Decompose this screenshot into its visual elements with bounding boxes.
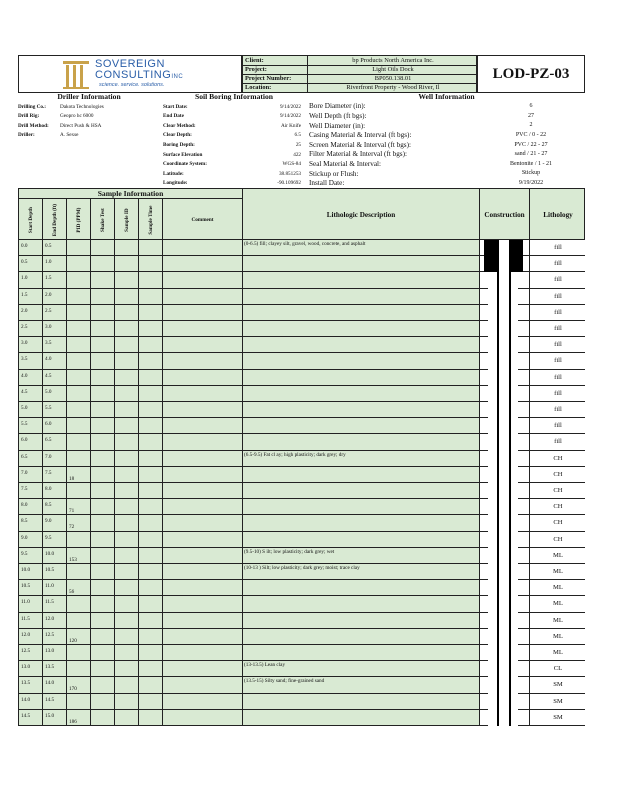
pid-cell: 153 (69, 556, 77, 563)
lithology-cell: ML (553, 649, 563, 656)
lithology-cell: fill (554, 389, 562, 397)
start-depth-header: Start Depth (27, 207, 34, 234)
lithology-cell: fill (554, 406, 562, 413)
lithology-cell: fill (554, 373, 562, 381)
well-info-title: Well Information (418, 92, 475, 101)
driller-label: Drill Method: (18, 122, 49, 129)
lithology-cell: fill (554, 341, 562, 349)
logo-inc: INC (171, 74, 184, 80)
end-depth-cell: 7.0 (45, 453, 52, 460)
well-label: Filter Material & Interval (ft bgs): (309, 150, 407, 159)
start-depth-cell: 7.5 (21, 486, 28, 492)
end-depth-cell: 8.5 (45, 502, 52, 509)
end-depth-cell: 2.5 (45, 307, 52, 314)
lithology-cell: ML (553, 551, 563, 559)
start-depth-cell: 1.0 (21, 275, 28, 282)
lithology-cell: ML (553, 600, 563, 608)
start-depth-cell: 3.0 (21, 340, 28, 347)
well-label: Screen Material & Interval (ft bgs): (309, 140, 411, 149)
boring-value: 422 (293, 151, 301, 158)
end-depth-cell: 10.5 (45, 567, 55, 573)
end-depth-cell: 11.5 (45, 599, 54, 606)
start-depth-cell: 2.5 (21, 324, 28, 330)
boring-info (163, 102, 303, 188)
pid-header: PID (PPM) (75, 207, 82, 233)
start-depth-cell: 8.0 (21, 502, 28, 509)
lithology-cell: ML (553, 584, 563, 592)
well-value: 2 (529, 122, 533, 129)
lithology-cell: SM (553, 697, 563, 705)
boring-value: Air Knife (280, 122, 301, 129)
start-depth-cell: 3.5 (21, 356, 28, 363)
lithology-cell: CH (553, 487, 563, 494)
well-value: 27 (528, 112, 534, 119)
well-value: PVC / 22 - 27 (514, 141, 548, 148)
construction-header: Construction (484, 211, 525, 219)
well-value: Bentonite / 1 - 21 (510, 160, 552, 167)
boring-label: Clear Method: (163, 122, 196, 129)
start-depth-cell: 11.0 (21, 599, 30, 606)
end-depth-cell: 0.5 (45, 243, 52, 249)
boring-label: Start Date: (163, 103, 188, 110)
start-depth-cell: 9.5 (21, 550, 28, 557)
start-depth-cell: 10.5 (21, 583, 31, 590)
lithology-cell: CH (553, 454, 563, 462)
end-depth-cell: 14.5 (45, 696, 55, 703)
comment-header: Comment (191, 217, 214, 223)
end-depth-cell: 12.5 (45, 631, 55, 638)
driller-label: Driller: (18, 132, 35, 139)
pid-cell: 120 (69, 637, 77, 644)
driller-info-title: Driller Information (57, 92, 121, 101)
end-depth-cell: 11.0 (45, 583, 54, 590)
lithology-cell: SM (553, 713, 563, 721)
boring-label: End Date (163, 113, 184, 120)
grout-seal-right (509, 240, 523, 272)
lithology-cell: ML (553, 616, 563, 624)
lithology-header: Lithology (543, 211, 573, 219)
lithology-cell: fill (554, 276, 562, 284)
well-value: Stickup (521, 170, 541, 177)
pid-cell: 72 (69, 524, 75, 531)
lithology-cell: fill (554, 244, 562, 251)
logo-name-line1: SOVEREIGN (95, 58, 165, 70)
end-depth-cell: 1.5 (45, 275, 52, 282)
end-depth-cell: 2.0 (45, 291, 52, 298)
project-info-grid (242, 55, 477, 93)
boring-label: Boring Depth: (163, 142, 195, 149)
lithology-cell: CH (553, 535, 563, 543)
lithology-cell: fill (554, 292, 562, 300)
client-label: Client: (245, 57, 264, 64)
pid-cell: 186 (69, 718, 77, 725)
column-logo-icon (61, 59, 91, 91)
start-depth-cell: 1.5 (21, 291, 28, 298)
well-label: Bore Diameter (in): (309, 102, 366, 111)
description-cell: (10-13 ) Silt; low plasticity; dark grey; moist; trace clay (244, 565, 360, 571)
end-depth-cell: 13.0 (45, 648, 55, 654)
end-depth-cell: 12.0 (45, 615, 55, 622)
end-depth-cell: 6.0 (45, 421, 52, 428)
casing-right (509, 240, 511, 726)
description-cell: (13-13.5) Lean clay (244, 662, 286, 669)
boring-value: 9/14/2022 (279, 113, 301, 120)
driller-value: Direct Push & HSA (60, 122, 102, 129)
lithology-cell: fill (554, 325, 562, 332)
sample-id-header: Sample ID (123, 208, 130, 232)
boring-label: Latitude: (163, 170, 184, 177)
start-depth-cell: 0.5 (21, 259, 28, 266)
sample-time-header: Sample Time (147, 205, 154, 235)
location-label: Location: (245, 84, 272, 91)
boring-value: 25 (295, 142, 301, 149)
end-depth-cell: 3.5 (45, 340, 52, 347)
start-depth-cell: 2.0 (21, 307, 28, 314)
end-depth-cell: 15.0 (45, 712, 55, 719)
start-depth-cell: 5.5 (21, 421, 28, 428)
well-label: Casing Material & Interval (ft bgs): (309, 131, 412, 140)
start-depth-cell: 11.5 (21, 615, 30, 622)
lithology-cell: CL (553, 665, 563, 673)
pid-cell: 56 (69, 589, 75, 596)
end-depth-cell: 1.0 (45, 259, 52, 266)
well-value: 9/19/2022 (518, 179, 544, 186)
lithology-cell: fill (554, 438, 562, 446)
well-value: 6 (529, 103, 533, 110)
boring-value: 38.851253 (278, 170, 301, 177)
shake-test-header: Shake Test (99, 208, 106, 233)
casing-left (497, 240, 499, 726)
project-number-label: Project Number: (245, 75, 292, 82)
driller-value: A. Sexse (60, 132, 79, 139)
driller-value: Dakota Technologies (60, 103, 104, 110)
sample-info-title: Sample Information (97, 189, 164, 198)
company-logo (18, 55, 242, 93)
lithology-cell: ML (553, 568, 563, 575)
end-depth-cell: 4.0 (45, 356, 52, 363)
lithology-cell: fill (554, 260, 562, 268)
driller-label: Drill Rig: (18, 113, 40, 120)
driller-value: Geopro hc 6000 (60, 113, 94, 120)
description-cell: (13.5-15) Silty sand; fine-grained sand (244, 678, 325, 685)
location-value: Riverfront Property - Wood River, Il (346, 84, 440, 91)
boring-info-title: Soil Boring Information (194, 92, 274, 101)
start-depth-cell: 5.0 (21, 405, 28, 411)
boring-value: WGS-84 (282, 161, 301, 168)
grout-seal-left (484, 240, 498, 272)
logo-tagline: science. service. solutions. (99, 82, 165, 88)
lithology-cell: CH (553, 519, 563, 527)
pid-cell: 170 (69, 686, 77, 693)
lithologic-header: Lithologic Description (326, 211, 396, 219)
well-value: PVC / 0 - 22 (515, 131, 547, 138)
boring-label: Longitude: (163, 180, 188, 187)
client-value: bp Products North America Inc. (352, 57, 434, 64)
log-header (18, 188, 585, 240)
project-label: Project: (245, 66, 267, 73)
lithology-cell: ML (553, 632, 563, 640)
end-depth-header: End Depth (ft) (51, 203, 58, 237)
lithology-cell: fill (554, 357, 562, 365)
start-depth-cell: 13.5 (21, 680, 31, 687)
description-cell: (6.5-9.5) Fat cl ay; high plasticity; dark grey; dry (244, 451, 346, 458)
start-depth-cell: 14.5 (21, 712, 31, 719)
well-id: LOD-PZ-03 (492, 65, 570, 82)
end-depth-cell: 5.5 (45, 405, 52, 411)
end-depth-cell: 14.0 (45, 680, 55, 687)
well-label: Stickup or Flush: (309, 169, 359, 178)
start-depth-cell: 0.0 (21, 243, 28, 249)
start-depth-cell: 12.5 (21, 648, 31, 654)
well-id-box (477, 55, 585, 93)
end-depth-cell: 9.5 (45, 534, 52, 541)
boring-label: Surface Elevation (163, 151, 203, 158)
end-depth-cell: 4.5 (45, 372, 52, 379)
end-depth-cell: 10.0 (45, 550, 55, 557)
start-depth-cell: 4.5 (21, 388, 28, 395)
lithology-cell: fill (554, 422, 562, 430)
driller-label: Drilling Co.: (18, 103, 46, 110)
driller-info (18, 102, 160, 140)
well-label: Well Diameter (in): (309, 121, 366, 130)
lithology-cell: SM (553, 681, 563, 689)
description-cell: (9.5-10) S ilt; low plasticity; dark grey; wet (244, 548, 335, 555)
boring-label: Clear Depth: (163, 132, 192, 139)
end-depth-cell: 5.0 (45, 388, 52, 395)
boring-value: -90.109692 (277, 180, 301, 187)
well-value: sand / 21 - 27 (514, 151, 548, 158)
well-info (309, 102, 585, 188)
well-label: Well Depth (ft bgs): (309, 112, 367, 121)
end-depth-cell: 13.5 (45, 664, 55, 671)
end-depth-cell: 3.0 (45, 324, 52, 330)
start-depth-cell: 9.0 (21, 534, 28, 541)
project-value: Light Oils Dock (372, 66, 414, 73)
start-depth-cell: 7.0 (21, 469, 28, 476)
well-bore (488, 240, 518, 726)
start-depth-cell: 14.0 (21, 696, 31, 703)
start-depth-cell: 8.5 (21, 518, 28, 525)
well-label: Install Date: (309, 179, 345, 188)
pid-cell: 71 (69, 508, 75, 515)
well-label: Seal Material & Interval: (309, 160, 382, 169)
project-number-value: BP050.138.01 (374, 75, 412, 82)
start-depth-cell: 10.0 (21, 567, 31, 573)
lithology-cell: fill (554, 308, 562, 316)
pid-cell: 18 (69, 475, 75, 482)
boring-label: Coordinate System: (163, 161, 207, 168)
end-depth-cell: 8.0 (45, 486, 52, 492)
start-depth-cell: 6.5 (21, 453, 28, 460)
start-depth-cell: 13.0 (21, 664, 31, 671)
lithology-cell: CH (553, 503, 563, 511)
start-depth-cell: 4.0 (21, 372, 28, 379)
end-depth-cell: 7.5 (45, 469, 52, 476)
start-depth-cell: 12.0 (21, 631, 31, 638)
boring-value: 6.5 (294, 132, 301, 139)
start-depth-cell: 6.0 (21, 437, 28, 444)
lithology-cell: CH (553, 470, 563, 478)
end-depth-cell: 6.5 (45, 437, 52, 444)
boring-value: 9/14/2022 (279, 103, 301, 110)
logo-name-line2: CONSULTING (95, 69, 172, 81)
end-depth-cell: 9.0 (45, 518, 52, 525)
description-cell: (0-6.5) fill; clayey silt, gravel, wood, concrete, and asphalt (244, 241, 366, 247)
